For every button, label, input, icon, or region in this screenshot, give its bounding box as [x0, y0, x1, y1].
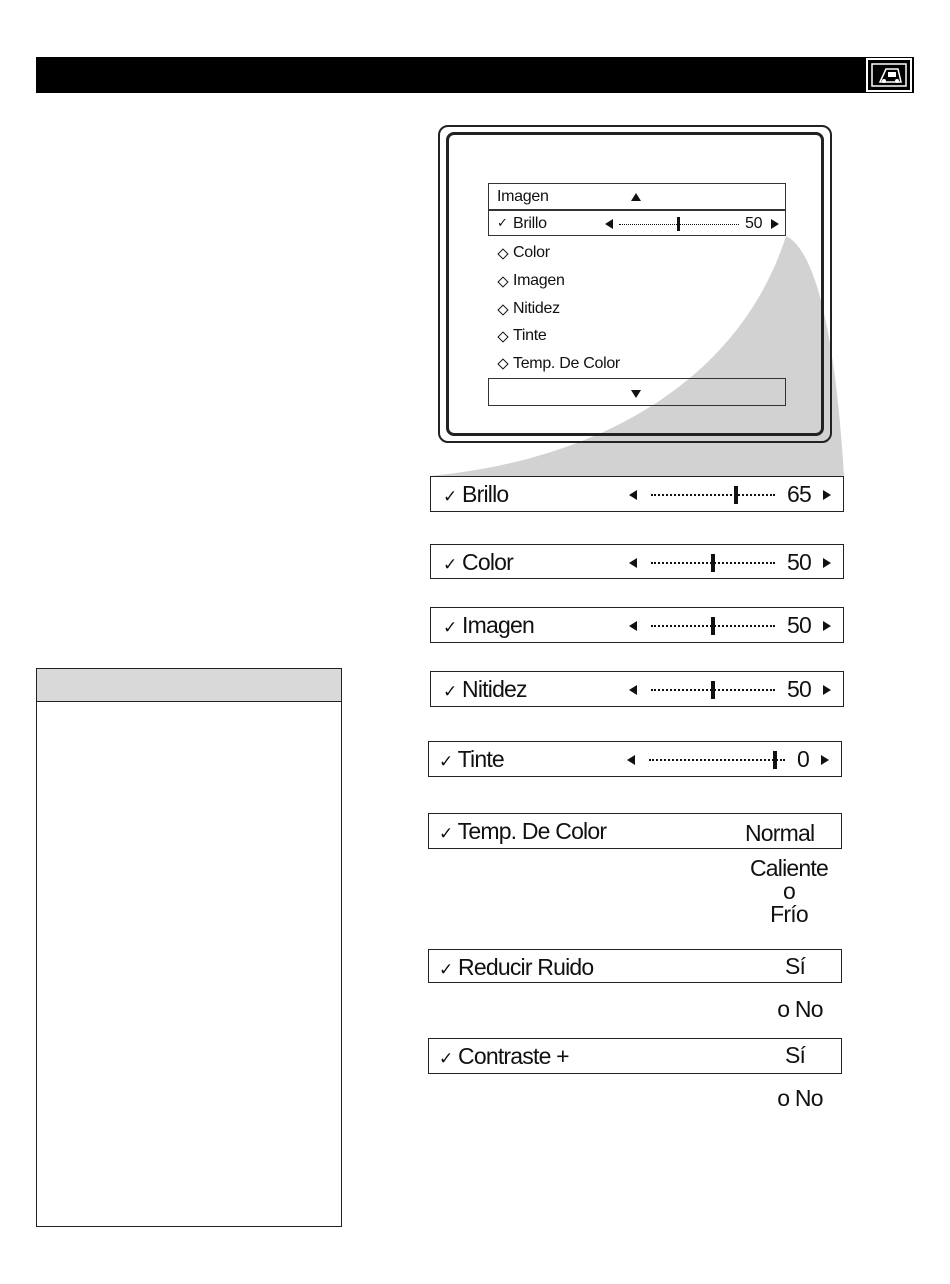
slider-track[interactable] [649, 759, 785, 761]
setting-value: Normal [745, 820, 815, 846]
menu-item-nitidez[interactable]: Nitidez [513, 300, 560, 317]
setting-value: 50 [787, 612, 811, 638]
up-arrow-icon [631, 193, 641, 201]
setting-bar-contrast[interactable] [428, 1038, 842, 1074]
reduce-noise-alt: o No [777, 996, 823, 1022]
check-icon: ✓ [443, 618, 457, 637]
setting-bar-color[interactable] [430, 544, 844, 579]
brightness-slider-thumb[interactable] [677, 217, 680, 231]
setting-label: ✓ Contraste + [439, 1043, 569, 1069]
check-icon: ✓ [439, 960, 453, 979]
left-arrow-icon[interactable] [629, 621, 637, 631]
temp-color-option-cold: Frío [770, 901, 808, 927]
side-panel-header [37, 669, 341, 702]
menu-selected-item[interactable] [488, 210, 786, 236]
left-arrow-icon[interactable] [629, 685, 637, 695]
selected-item-value: 50 [745, 215, 763, 232]
temp-color-option-or: o [783, 878, 795, 904]
slider-thumb[interactable] [734, 486, 738, 504]
menu-item-imagen[interactable]: Imagen [513, 272, 565, 289]
setting-label: ✓ Nitidez [443, 676, 527, 702]
setting-label: ✓ Tinte [439, 746, 504, 772]
check-icon: ✓ [439, 752, 453, 771]
slider-thumb[interactable] [711, 617, 715, 635]
slider-thumb[interactable] [711, 554, 715, 572]
left-arrow-icon[interactable] [629, 558, 637, 568]
right-arrow-icon[interactable] [823, 558, 831, 568]
setting-value: 50 [787, 549, 811, 575]
left-arrow-icon[interactable] [629, 490, 637, 500]
right-arrow-icon[interactable] [823, 490, 831, 500]
setting-label: ✓ Brillo [443, 481, 509, 507]
contrast-alt: o No [777, 1085, 823, 1111]
setting-value: 50 [787, 676, 811, 702]
setting-bar-tinte[interactable] [428, 741, 842, 777]
setting-bar-imagen[interactable] [430, 607, 844, 643]
menu-item-temp-color[interactable]: Temp. De Color [513, 355, 620, 372]
setting-label: ✓ Temp. De Color [439, 818, 607, 844]
setting-value: Sí [785, 953, 806, 979]
left-arrow-icon [605, 219, 613, 229]
menu-title: Imagen [497, 188, 549, 205]
setting-label: ✓ Imagen [443, 612, 534, 638]
right-arrow-icon [771, 219, 779, 229]
check-icon: ✓ [443, 682, 457, 701]
slider-thumb[interactable] [711, 681, 715, 699]
menu-item-tinte[interactable]: Tinte [513, 327, 547, 344]
temp-color-option-warm: Caliente [750, 855, 828, 881]
menu-header[interactable] [488, 183, 786, 210]
setting-value: 0 [797, 746, 809, 772]
down-arrow-icon [631, 390, 641, 398]
check-icon: ✓ [443, 555, 457, 574]
setting-label: ✓ Reducir Ruido [439, 954, 594, 980]
menu-footer[interactable] [488, 378, 786, 406]
check-icon: ✓ [439, 1049, 453, 1068]
setting-bar-reduce-noise[interactable] [428, 949, 842, 983]
slider-thumb[interactable] [773, 751, 777, 769]
right-arrow-icon[interactable] [823, 685, 831, 695]
menu-item-color[interactable]: Color [513, 244, 550, 261]
side-panel [36, 668, 342, 1227]
check-icon: ✓ [439, 824, 453, 843]
setting-value: Sí [785, 1042, 806, 1068]
setting-bar-nitidez[interactable] [430, 671, 844, 707]
right-arrow-icon[interactable] [823, 621, 831, 631]
selected-item-label: Brillo [513, 215, 547, 232]
slider-track[interactable] [651, 494, 775, 496]
setting-bar-brillo[interactable] [430, 476, 844, 512]
right-arrow-icon[interactable] [821, 755, 829, 765]
setting-value: 65 [787, 481, 811, 507]
check-icon: ✓ [443, 487, 457, 506]
setting-bar-temp-color[interactable] [428, 813, 842, 849]
check-icon: ✓ [497, 215, 508, 230]
left-arrow-icon[interactable] [627, 755, 635, 765]
setting-label: ✓ Color [443, 549, 514, 575]
